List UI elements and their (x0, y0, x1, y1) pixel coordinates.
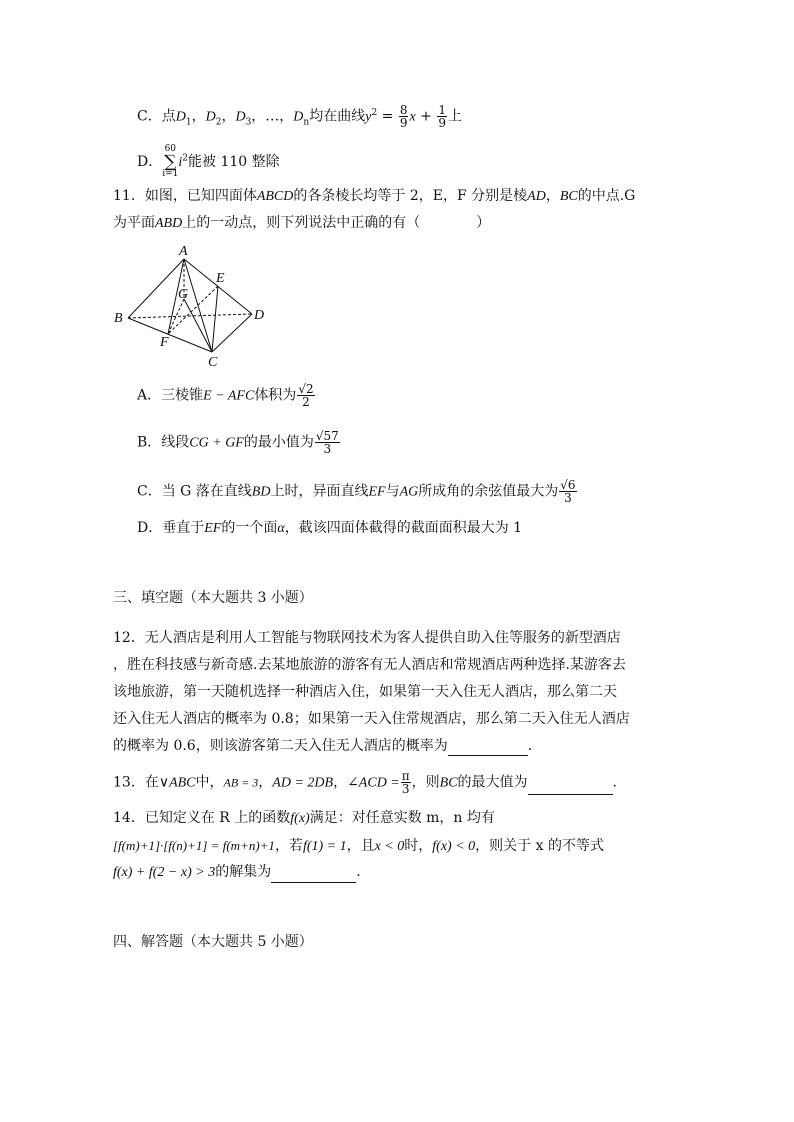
q10-option-c: C．点$D_1$，$D_2$，$D_3$，…，$D_n$均在曲线$y^2$ = $\frac{8}{9}$ x + $\frac{1}{9}$ 上 (137, 103, 462, 131)
q11-option-c: C．当 G 落在直线BD上时，异面直线EF与AG所成角的余弦值最大为 $\frac{√6}{3}$ (137, 478, 576, 505)
tetrahedron-figure (110, 240, 270, 370)
label-B: B (114, 311, 123, 326)
edge-BD (128, 314, 252, 318)
sigma-symbol: 60 ∑ i=1 (162, 144, 179, 179)
edge-EF (168, 286, 218, 334)
q11-stem-line2: 为平面ABD上的一动点，则下列说法中正确的有（ ） (113, 215, 491, 231)
q11-option-b: B．线段CG + GF的最小值为 $\frac{√57}{3}$ (137, 429, 339, 456)
q12-line2: ，胜在科技感与新奇感.去某地旅游的游客有无人酒店和常规酒店两种选择.某游客去 (113, 657, 626, 673)
q12-line1: 12．无人酒店是利用人工智能与物联网技术为客人提供自助入住等服务的新型酒店 (113, 630, 621, 646)
edge-AB (128, 259, 184, 318)
label-G: G (178, 287, 189, 302)
q14-line2: [f(m)+1]·[f(n)+1] = f(m+n)+1，若f(1) = 1，且x < 0时，f(x) < 0，则关于 x 的不等式 (113, 838, 604, 854)
q10-option-d: D．60 ∑ $i=1i^2$能被 110 整除 (137, 144, 280, 179)
q14-line1: 14．已知定义在 R 上的函数f(x)满足：对任意实数 m，n 均有 (113, 810, 495, 826)
label-F: F (160, 335, 169, 350)
label-C: C (208, 355, 218, 370)
label-A: A (179, 244, 188, 259)
q13-line: 13．在∨ABC中，AB = 3，AD = 2DB，∠ACD = $\frac{\pi}{3}$ ，则BC的最大值为 . (113, 769, 617, 796)
label-D: D (254, 308, 265, 323)
section-heading-fill-in: 三、填空题（本大题共 3 小题） (113, 590, 313, 606)
q14-line3: f(x) + f(2 − x) > 3的解集为 . (113, 862, 361, 883)
q11-option-a: A．三棱锥E − AFC体积为 $\frac{√2}{2}$ (137, 382, 314, 409)
answer-blank-q14[interactable] (271, 868, 356, 883)
label-E: E (216, 271, 225, 286)
edge-CD (212, 314, 252, 352)
answer-blank-q13[interactable] (528, 780, 613, 795)
q12-line3: 该地旅游，第一天随机选择一种酒店入住，如果第一天入住无人酒店，那么第二天 (113, 684, 617, 700)
section-heading-answers: 四、解答题（本大题共 5 小题） (113, 934, 313, 950)
answer-blank-q12[interactable] (448, 741, 528, 756)
edge-EC (212, 286, 218, 352)
q11-stem-line1: 11．如图，已知四面体ABCD的各条棱长均等于 2，E，F 分别是棱AD，BC的中点.G (113, 188, 636, 204)
q11-option-d: D．垂直于EF的一个面α，截该四面体截得的截面面积最大为 1 (137, 520, 523, 536)
q12-line5: 的概率为 0.6，则该游客第二天入住无人酒店的概率为 . (113, 738, 533, 754)
q12-line4: 还入住无人酒店的概率为 0.8；如果第一天入住常规酒店，那么第二天入住无人酒店 (113, 711, 630, 727)
